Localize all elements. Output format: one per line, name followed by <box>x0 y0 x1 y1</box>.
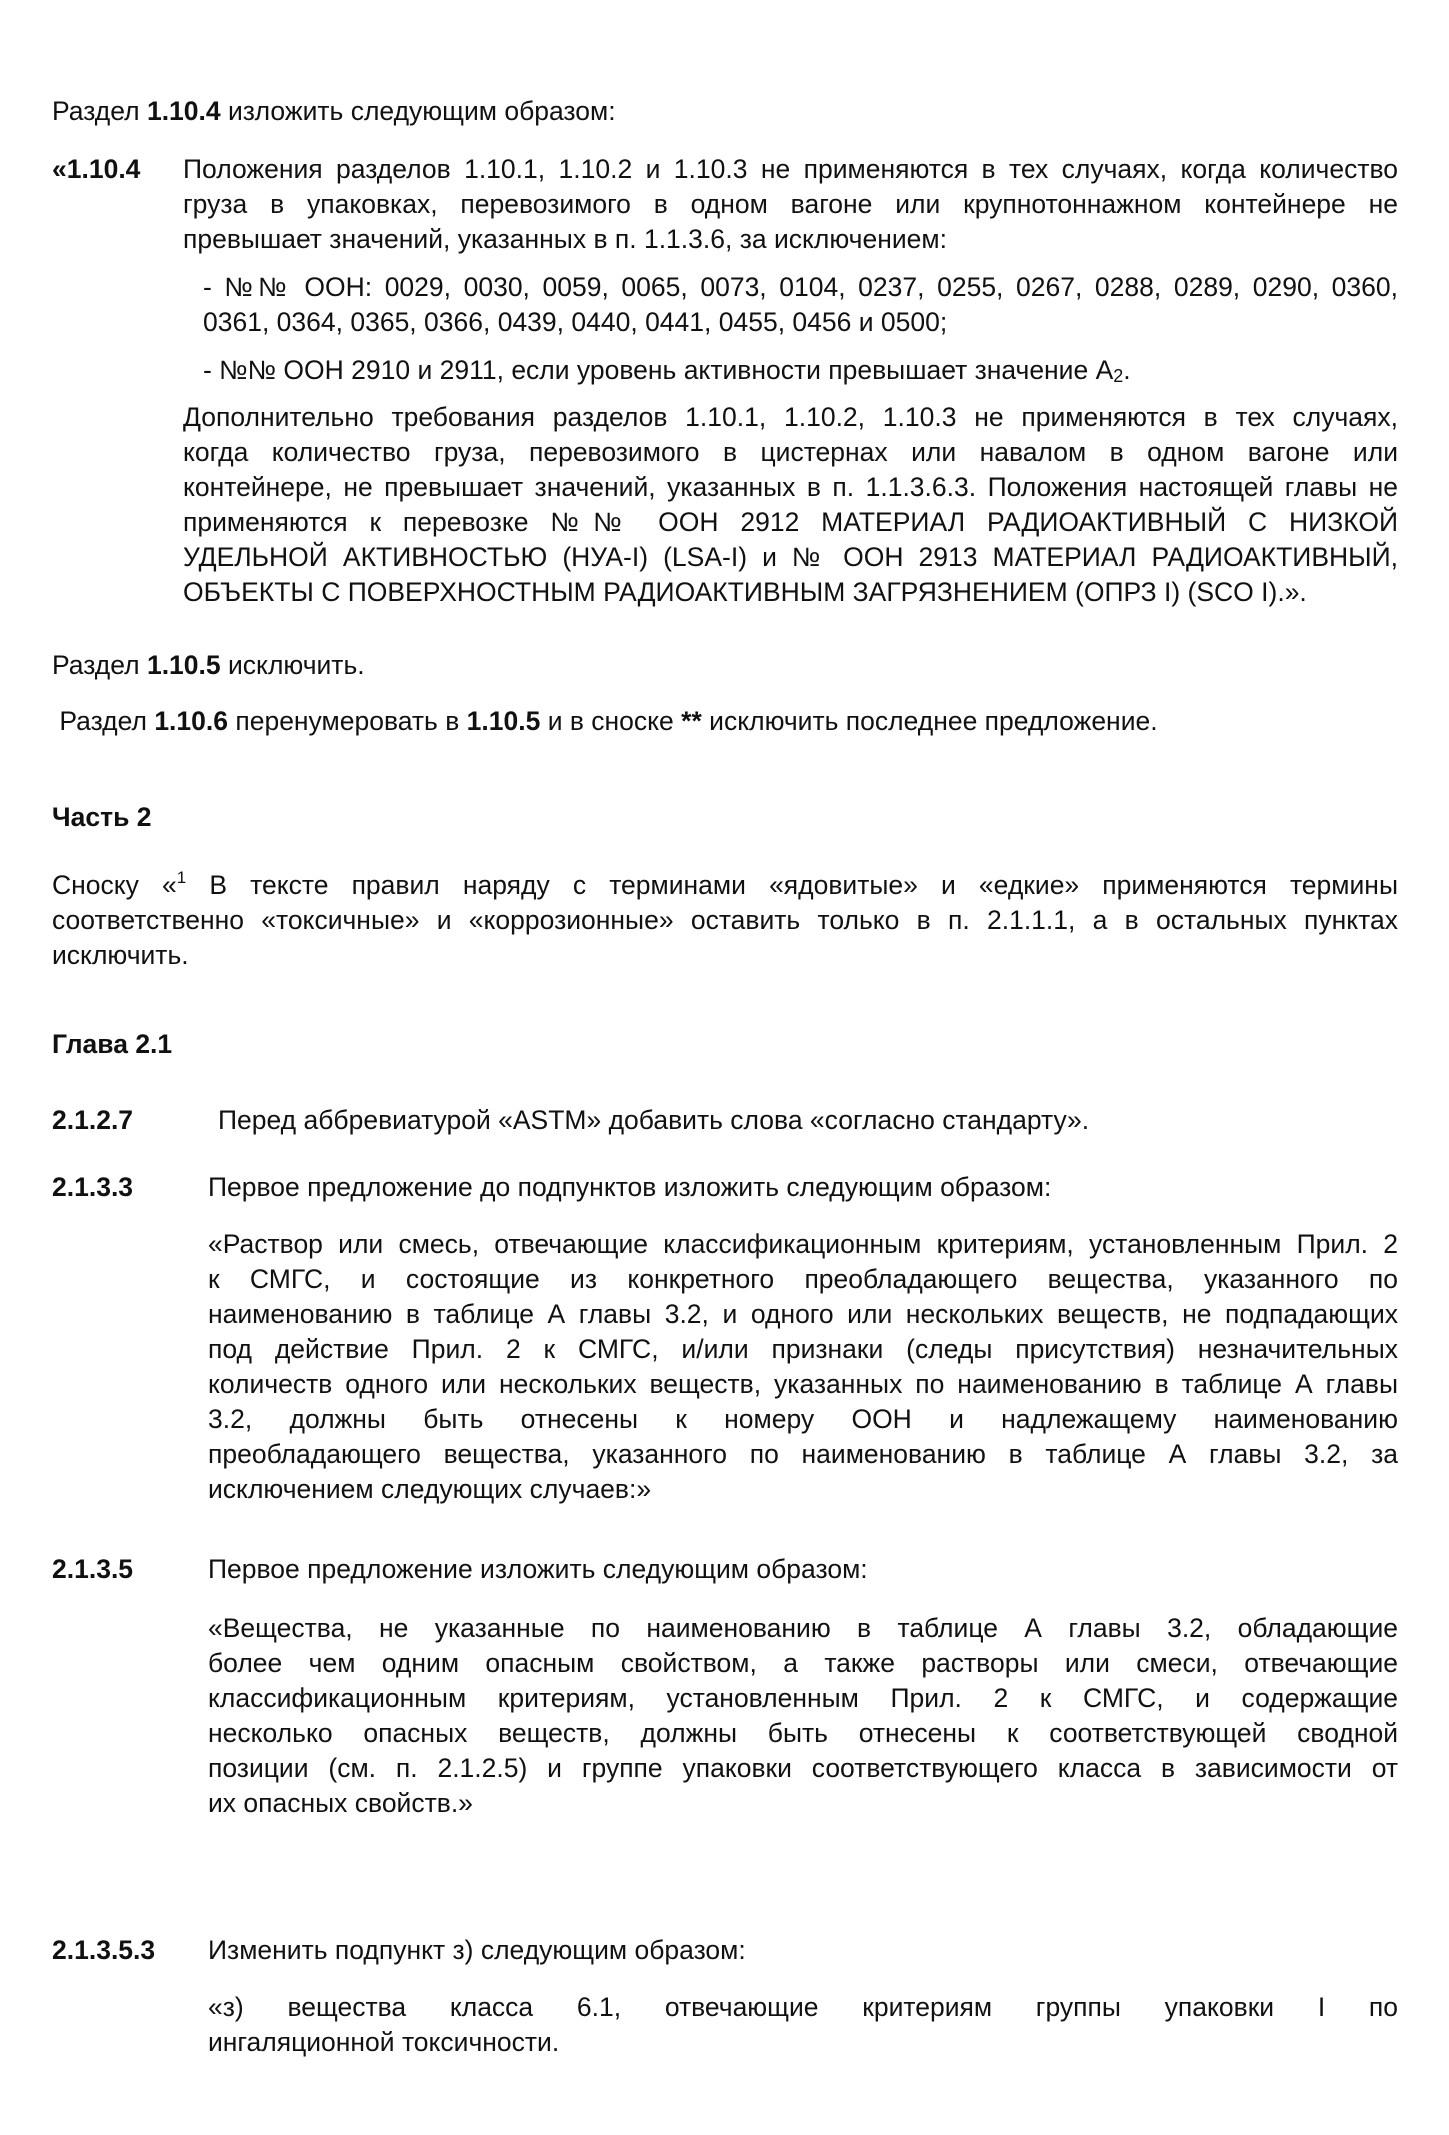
list-item-activity <box>203 353 1131 394</box>
section-ref: 1.10.4 <box>146 96 221 126</box>
text-line: «Раствор или смесь, отвечающие классификационным критериям, установленным Прил. 2 <box>208 1229 1398 1259</box>
instruction-text: и в сноске <box>540 706 682 736</box>
section-ref: 1.10.6 <box>154 706 228 736</box>
text-line: 3.2, должны быть отнесены к номеру ООН и надлежащему наименованию <box>208 1404 1398 1434</box>
text-fragment: Сноску « <box>52 870 177 900</box>
text-line: «Вещества, не указанные по наименованию в таблице А главы 3.2, обладающие <box>208 1613 1398 1643</box>
section-ref: 1.10.5 <box>146 650 221 680</box>
heading-part-2: Часть 2 <box>52 802 152 832</box>
paragraph-21353: Изменить подпункт з) следующим образом: <box>208 1935 746 1965</box>
text-line: 0361, 0364, 0365, 0366, 0439, 0440, 0441, 0455, 0456 и 0500; <box>203 307 948 337</box>
text-line: к СМГС, и состоящие из конкретного преобладающего вещества, указанного по <box>208 1264 1398 1294</box>
instruction-1106 <box>52 704 1158 739</box>
section-number-21353: 2.1.3.5.3 <box>52 1935 156 1965</box>
text-line: УДЕЛЬНОЙ АКТИВНОСТЬЮ (НУА-I) (LSA-I) и № ООН 2913 МАТЕРИАЛ РАДИОАКТИВНЫЙ, <box>183 542 1398 572</box>
list-item-un-numbers <box>203 270 1398 340</box>
text-line: груза в упаковках, перевозимого в одном вагоне или крупнотоннажном контейнере не <box>183 189 1398 219</box>
text-fragment: В тексте правил наряду с терминами «ядовитые» и «едкие» применяются термины <box>186 870 1398 900</box>
instruction-1105 <box>52 648 365 683</box>
section-ref: 1.10.5 <box>466 706 541 736</box>
instruction-text: Раздел <box>52 96 147 126</box>
paragraph-1104-intro <box>183 152 1398 257</box>
paragraph-2127: Перед аббревиатурой «ASTM» добавить слова «согласно стандарту». <box>218 1105 1090 1135</box>
instruction-text: перенумеровать в <box>228 706 467 736</box>
instruction-text: Раздел <box>52 706 155 736</box>
footnote-marker: ** <box>681 706 702 736</box>
text-line: применяются к перевозке №№ ООН 2912 МАТЕРИАЛ РАДИОАКТИВНЫЙ С НИЗКОЙ <box>183 507 1398 537</box>
text-line: под действие Прил. 2 к СМГС, и/или признаки (следы присутствия) незначительных <box>208 1334 1398 1364</box>
instruction-1104 <box>52 94 616 129</box>
text-line: соответственно «токсичные» и «коррозионные» оставить только в п. 2.1.1.1, а в остальных пунктах <box>52 905 1398 935</box>
section-number-2135: 2.1.3.5 <box>52 1554 134 1584</box>
text-line: преобладающего вещества, указанного по наименованию в таблице А главы 3.2, за <box>208 1439 1398 1469</box>
text-line <box>52 860 1398 903</box>
text-line: исключить. <box>52 940 189 970</box>
text-line: позиции (см. п. 2.1.2.5) и группе упаковки соответствующего класса в зависимости от <box>208 1753 1398 1783</box>
text-line: классификационным критериям, установленным Прил. 2 к СМГС, и содержащие <box>208 1683 1398 1713</box>
text-line: Положения разделов 1.10.1, 1.10.2 и 1.10.3 не применяются в тех случаях, когда количество <box>183 154 1398 184</box>
text-line: . <box>1123 355 1131 385</box>
text-line: количеств одного или нескольких веществ, указанных по наименованию в таблице А главы <box>208 1369 1398 1399</box>
text-line: - №№ ООН 2910 и 2911, если уровень активности превышает значение A <box>203 355 1114 385</box>
text-line: несколько опасных веществ, должны быть отнесены к соответствующей сводной <box>208 1718 1398 1748</box>
text-line: ОБЪЕКТЫ С ПОВЕРХНОСТНЫМ РАДИОАКТИВНЫМ ЗАГРЯЗНЕНИЕМ (ОПРЗ I) (SCO I).». <box>183 577 1307 607</box>
paragraph-footnote <box>52 860 1398 973</box>
superscript: 1 <box>176 868 187 887</box>
text-line: Дополнительно требования разделов 1.10.1, 1.10.2, 1.10.3 не применяются в тех случаях, <box>183 402 1398 432</box>
quote-2133 <box>208 1227 1398 1507</box>
subscript: 2 <box>1113 366 1124 386</box>
instruction-text: изложить следующим образом: <box>220 96 616 126</box>
instruction-text: исключить. <box>220 650 365 680</box>
text-line: превышает значений, указанных в п. 1.1.3.6, за исключением: <box>183 224 947 254</box>
paragraph-2133: Первое предложение до подпунктов изложить следующим образом: <box>208 1172 1052 1202</box>
quote-2135 <box>208 1611 1398 1821</box>
text-line: ингаляционной токсичности. <box>208 2027 560 2057</box>
section-number-1104: «1.10.4 <box>52 154 141 184</box>
instruction-text: Раздел <box>52 650 147 680</box>
text-line: - №№ ООН: 0029, 0030, 0059, 0065, 0073, 0104, 0237, 0255, 0267, 0288, 0289, 0290, 0360, <box>203 272 1398 302</box>
text-line: более чем одним опасным свойством, а также растворы или смеси, отвечающие <box>208 1648 1398 1678</box>
instruction-text: исключить последнее предложение. <box>701 706 1158 736</box>
text-line: когда количество груза, перевозимого в цистернах или навалом в одном вагоне или <box>183 437 1398 467</box>
section-number-2133: 2.1.3.3 <box>52 1172 134 1202</box>
text-line: их опасных свойств.» <box>208 1788 473 1818</box>
quote-21353 <box>208 1990 1398 2060</box>
paragraph-2135: Первое предложение изложить следующим образом: <box>208 1554 868 1584</box>
text-line: наименованию в таблице А главы 3.2, и одного или нескольких веществ, не подпадающих <box>208 1299 1398 1329</box>
heading-chapter-2-1: Глава 2.1 <box>52 1029 173 1059</box>
section-number-2127: 2.1.2.7 <box>52 1105 134 1135</box>
paragraph-1104-extra <box>183 400 1398 610</box>
text-line: контейнере, не превышает значений, указанных в п. 1.1.3.6.3. Положения настоящей главы не <box>183 472 1398 502</box>
text-line: «з) вещества класса 6.1, отвечающие критериям группы упаковки I по <box>208 1992 1398 2022</box>
text-line: исключением следующих случаев:» <box>208 1474 652 1504</box>
